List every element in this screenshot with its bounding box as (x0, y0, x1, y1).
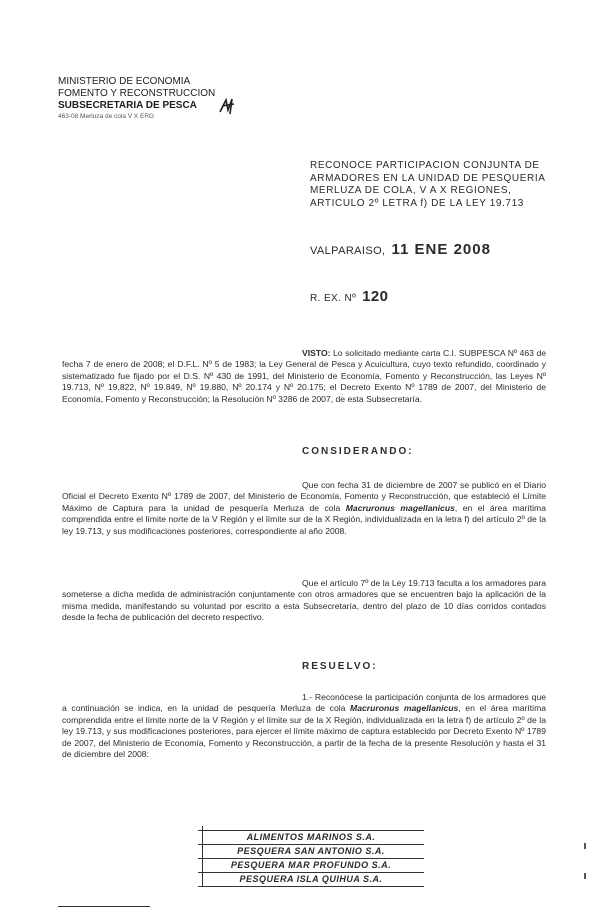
considerando-1 (62, 480, 546, 537)
visto-label: VISTO: (302, 348, 331, 358)
resuelvo-1 (62, 692, 546, 760)
stamp-date: 11 ENE 2008 (391, 241, 491, 258)
considerando-2-start: Que el artículo 7º de la Ley 19.713 faculta a los (302, 578, 483, 588)
company-row: PESQUERA ISLA QUIHUA S.A. (198, 873, 424, 887)
initials-signature-icon (218, 96, 238, 116)
considerando-1-text-b: , en el área marítima comprendida entre el límite norte de la V Región y el límite sur de la X Región, individualizada en la letra f) del artículo 2º de la ley 19.713, y sus modificaciones posteriores, correspondiente al año 2008. (62, 502, 546, 536)
company-table (198, 831, 424, 887)
resolution-number-label: R. EX. Nº (310, 293, 357, 304)
considerando-1-text-a: publicó en el Diario Oficial el Decreto Exento Nº 1789 de 2007, del Ministerio de Economía, Fomento y Reconstrucción, que estableció el Límite Máximo de Captura para la unidad de pesquería Merluza de cola (62, 480, 546, 513)
visto-paragraph (62, 348, 546, 405)
resuelvo-heading-row (62, 661, 546, 672)
resolution-title: RECONOCE PARTICIPACION CONJUNTA DE ARMADORES EN LA UNIDAD DE PESQUERIA MERLUZA DE COLA, V A X REGIONES, ARTICULO 2º LETRA f) DE LA LEY 19.713 (310, 160, 545, 209)
place-label: VALPARAISO, (310, 245, 386, 257)
species-name: Macruronus magellanicus (345, 502, 455, 513)
margin-mark (584, 843, 586, 849)
considerando-2 (62, 578, 546, 624)
ministry-header (58, 76, 215, 121)
resuelvo-1-text-b: , en el área marítima comprendida entre el límite norte de la V Región y el límite sur de la X Región, individualizada en la letra f) de artículo 2º de la ley 19.713, y sus modificaciones posteriores, para ejercer el límite máximo de captura establecido por Decreto Exento Nº 1789 de 2007, del Ministerio de Economía, Fomento y Reconstrucción, a partir de la fecha de la presente Resolución y hasta el 31 de diciembre del 2008: (62, 703, 547, 760)
species-name-resuelvo: Macruronus magellanicus (350, 703, 459, 714)
company-row: PESQUERA SAN ANTONIO S.A. (198, 845, 424, 859)
header-line-ministry: MINISTERIO DE ECONOMIA (58, 76, 191, 87)
resolution-number: 120 (362, 288, 389, 305)
header-line-subsecretaria: SUBSECRETARIA DE PESCA (58, 100, 197, 111)
visto-text: Lo solicitado mediante carta C.I. SUBPESCA Nº 463 de fecha 7 de enero de 2008; el D.F.L. Nº 5 de 1983; la Ley General de Pesca y Acuicultura, cuyo texto refundido, coordinado y sistematizado fue fijado por el D.S. Nº 430 de 1991, del Ministerio de Economía, Fomento y Reconstrucción, las Leyes Nº 19.713, Nº 19.822, Nº 19.849, Nº 19.880, Nº 20.174 y Nº 20.175; el Decreto Exento Nº 1789 de 2007, del Ministerio de Economía, Fomento y Reconstrucción; la Resolución Nº 3286 de 2007, de esta Subsecretaría. (62, 348, 546, 404)
company-row: PESQUERA MAR PROFUNDO S.A. (198, 859, 424, 873)
resuelvo-1-text-a: armadores que a continuación se indica, en la unidad de pesquería Merluza de cola (62, 692, 546, 714)
considerando-2-text: armadores para someterse a dicha medida de administración conjuntamente con otros armadores que se encuentren bajo la aplicación de la misma medida, manifestando su voluntad por escrito a esta Subsecretaría, dentro del plazo de 10 días corridos contados desde la fecha de publicación del decreto respectivo. (62, 578, 546, 623)
header-line-reference: 463-08 Merluza de cola V X ERG (58, 113, 155, 120)
footnote-rule (58, 906, 150, 907)
resuelvo-1-start: 1.- Reconócese la participación conjunta de los (302, 692, 485, 702)
place-date (310, 241, 491, 258)
company-row: ALIMENTOS MARINOS S.A. (198, 831, 424, 845)
resolution-number-line (310, 288, 388, 305)
considerando-1-start: Que con fecha 31 de diciembre de 2007 se (302, 480, 470, 490)
resuelvo-heading: RESUELVO: (302, 661, 378, 672)
header-line-fomento: FOMENTO Y RECONSTRUCCION (58, 88, 216, 99)
considerando-heading-row (62, 446, 546, 457)
considerando-heading: CONSIDERANDO: (302, 446, 414, 457)
margin-mark (584, 873, 586, 879)
